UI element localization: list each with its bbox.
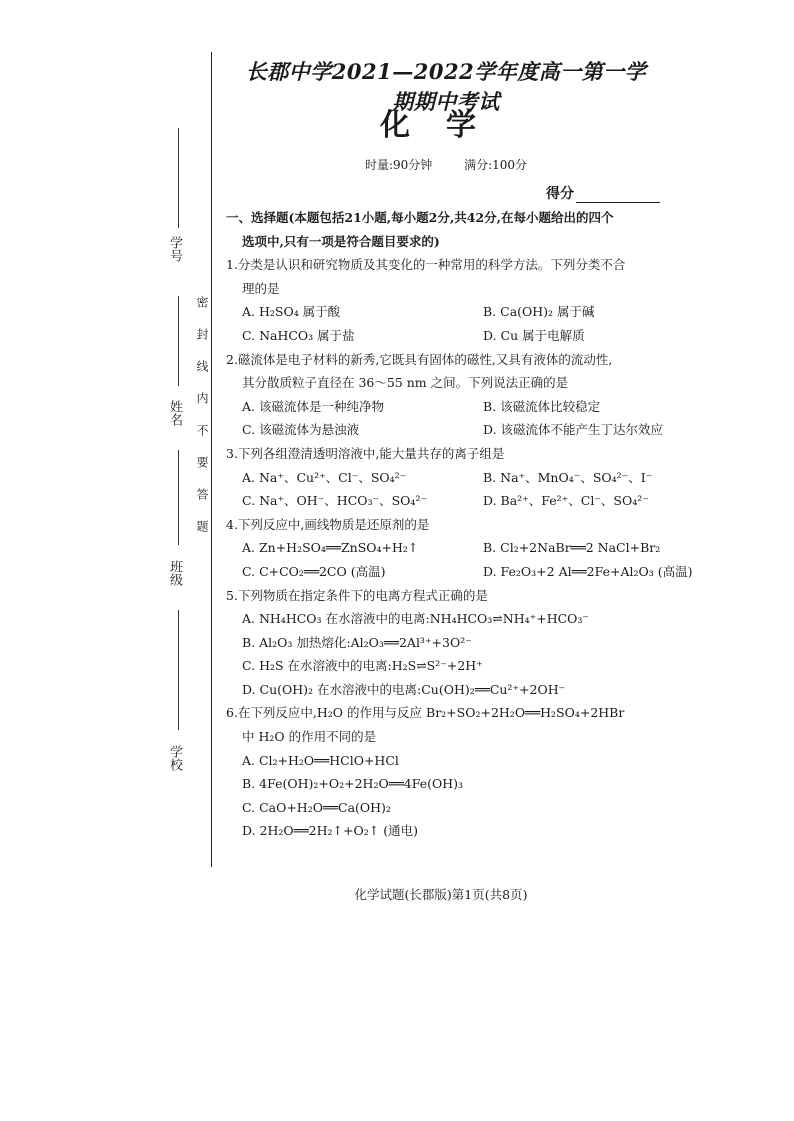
q3-options-cd xyxy=(226,489,766,513)
q3-option-d: D. Ba²⁺、Fe²⁺、Cl⁻、SO₄²⁻ xyxy=(483,493,649,509)
q4-option-d: D. Fe₂O₃+2 Al══2Fe+Al₂O₃ (高温) xyxy=(483,563,693,579)
q3-option-c: C. Na⁺、OH⁻、HCO₃⁻、SO₄²⁻ xyxy=(242,493,428,509)
q1-option-a: A. H₂SO₄ 属于酸 xyxy=(242,304,341,320)
q1-stem-cont: 理的是 xyxy=(242,280,280,296)
q2-options-cd xyxy=(226,418,766,442)
q6-option-c: C. CaO+H₂O══Ca(OH)₂ xyxy=(242,799,391,815)
q5-option-a: A. NH₄HCO₃ 在水溶液中的电离:NH₄HCO₃⇌NH₄⁺+HCO₃⁻ xyxy=(242,611,590,627)
q3-options-ab xyxy=(226,466,766,490)
q1-option-c: C. NaHCO₃ 属于盐 xyxy=(242,327,355,343)
subject-title: 化学 xyxy=(380,108,512,143)
q1-option-d: D. Cu 属于电解质 xyxy=(483,327,585,343)
full-score: 满分:100分 xyxy=(464,158,528,172)
q5-option-d: D. Cu(OH)₂ 在水溶液中的电离:Cu(OH)₂══Cu²⁺+2OH⁻ xyxy=(242,681,566,697)
q5-stem: 5.下列物质在指定条件下的电离方程式正确的是 xyxy=(226,587,488,603)
question-content xyxy=(226,206,766,843)
page-footer: 化学试题(长郡版)第1页(共8页) xyxy=(354,887,528,902)
q6-stem: 6.在下列反应中,H₂O 的作用与反应 Br₂+SO₂+2H₂O══H₂SO₄+2HBr xyxy=(226,705,625,721)
q4-option-b: B. Cl₂+2NaBr══2 NaCl+Br₂ xyxy=(483,540,661,556)
exam-meta xyxy=(236,156,656,173)
section-heading-cont: 选项中,只有一项是符合题目要求的) xyxy=(242,233,440,249)
q6-option-d: D. 2H₂O══2H₂↑+O₂↑ (通电) xyxy=(242,823,418,839)
q4-stem: 4.下列反应中,画线物质是还原剂的是 xyxy=(226,516,430,532)
q3-stem: 3.下列各组澄清透明溶液中,能大量共存的离子组是 xyxy=(226,445,505,461)
q4-options-ab xyxy=(226,536,766,560)
student-id-label: 学号 xyxy=(167,236,182,262)
q6-option-a: A. Cl₂+H₂O══HClO+HCl xyxy=(242,752,399,768)
q2-option-d: D. 该磁流体不能产生丁达尔效应 xyxy=(483,422,664,438)
seal-notice: 密封线内不要答题 xyxy=(195,296,209,552)
q6-option-b: B. 4Fe(OH)₂+O₂+2H₂O══4Fe(OH)₃ xyxy=(242,776,464,792)
class-line xyxy=(178,450,179,545)
q4-option-a: A. Zn+H₂SO₄══ZnSO₄+H₂↑ xyxy=(242,540,419,556)
class-label: 班级 xyxy=(167,560,182,586)
q2-stem: 2.磁流体是电子材料的新秀,它既具有固体的磁性,又具有液体的流动性, xyxy=(226,351,613,367)
q2-options-ab xyxy=(226,395,766,419)
student-id-line xyxy=(178,128,179,228)
exam-title: 长郡中学2021—2022学年度高一第一学期期中考试 xyxy=(245,59,647,114)
q2-option-a: A. 该磁流体是一种纯净物 xyxy=(242,398,384,414)
q2-option-c: C. 该磁流体为悬浊液 xyxy=(242,422,360,438)
q1-option-b: B. Ca(OH)₂ 属于碱 xyxy=(483,304,595,320)
school-label: 学校 xyxy=(167,745,182,771)
score-blank[interactable] xyxy=(576,188,660,203)
q5-option-c: C. H₂S 在水溶液中的电离:H₂S⇌S²⁻+2H⁺ xyxy=(242,658,483,674)
name-line xyxy=(178,296,179,386)
q1-options-cd xyxy=(226,324,766,348)
q5-option-b: B. Al₂O₃ 加热熔化:Al₂O₃══2Al³⁺+3O²⁻ xyxy=(242,634,472,650)
q1-options-ab xyxy=(226,300,766,324)
q2-option-b: B. 该磁流体比较稳定 xyxy=(483,398,601,414)
q4-option-c: C. C+CO₂══2CO (高温) xyxy=(242,563,386,579)
school-line xyxy=(178,610,179,730)
score-label: 得分 xyxy=(546,186,574,202)
time-limit: 时量:90分钟 xyxy=(364,158,433,172)
q4-options-cd xyxy=(226,560,766,584)
q1-stem: 1.分类是认识和研究物质及其变化的一种常用的科学方法。下列分类不合 xyxy=(226,257,626,273)
section-heading: 一、选择题(本题包括21小题,每小题2分,共42分,在每小题给出的四个 xyxy=(226,210,614,225)
binding-line xyxy=(211,52,212,867)
q2-stem-cont: 其分散质粒子直径在 36～55 nm 之间。下列说法正确的是 xyxy=(242,375,569,391)
name-label: 姓名 xyxy=(167,400,182,426)
q3-option-b: B. Na⁺、MnO₄⁻、SO₄²⁻、I⁻ xyxy=(483,469,653,485)
q3-option-a: A. Na⁺、Cu²⁺、Cl⁻、SO₄²⁻ xyxy=(242,469,407,485)
score-field xyxy=(546,183,660,203)
q6-stem-cont: 中 H₂O 的作用不同的是 xyxy=(242,729,377,745)
